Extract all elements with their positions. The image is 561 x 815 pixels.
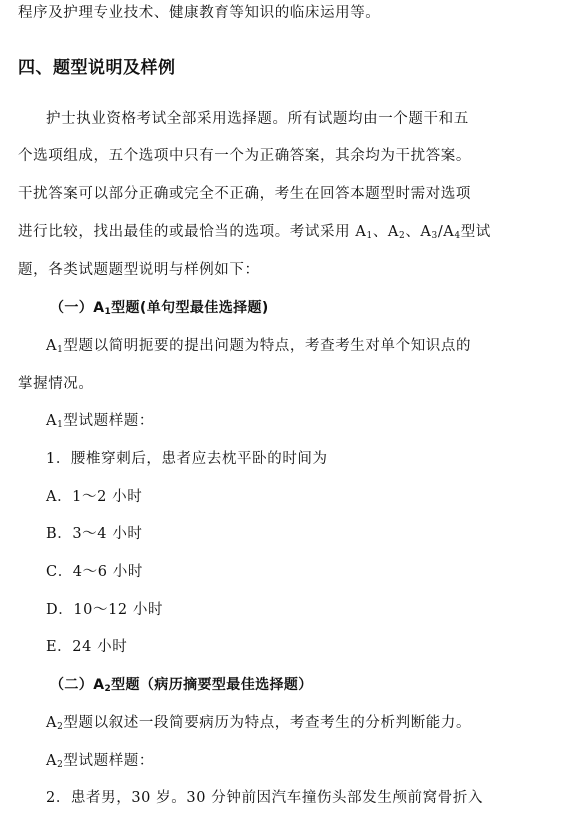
paragraph-line-4 [18, 222, 491, 246]
a2-sample-label [46, 751, 154, 775]
a2-heading-subscript: 2 [104, 684, 112, 694]
subscript-1: 1 [366, 231, 373, 241]
a2-heading [50, 675, 313, 699]
a1-sample-subscript: 1 [57, 420, 64, 430]
a1-heading-subscript: 1 [104, 307, 112, 317]
a1-heading-prefix: （一）A [50, 300, 105, 316]
a2-heading-prefix: （二）A [50, 677, 105, 693]
a2-desc-subscript: 2 [57, 722, 64, 732]
section-heading: 四、题型说明及样例 [18, 58, 176, 78]
separator-1: 、A [372, 224, 399, 240]
paragraph-line-5: 题，各类试题题型说明与样例如下： [18, 262, 260, 278]
a2-sample-suffix: 型试题样题： [63, 753, 155, 769]
a2-sample-subscript: 2 [57, 760, 64, 770]
a1-desc-prefix: A [46, 338, 58, 354]
intro-tail-text: 程序及护理专业技术、健康教育等知识的临床运用等。 [18, 5, 381, 21]
a1-option-d: D．10～12 小时 [46, 602, 164, 618]
a2-desc-prefix: A [46, 715, 58, 731]
a1-option-a: A．1～2 小时 [46, 489, 143, 505]
separator-3: /A [437, 224, 455, 240]
a2-description-line-1 [46, 713, 471, 737]
a1-heading [50, 298, 269, 322]
a1-sample-prefix: A [46, 413, 58, 429]
a1-question: 1．腰椎穿刺后，患者应去枕平卧的时间为 [46, 451, 328, 467]
a2-sample-prefix: A [46, 753, 58, 769]
a1-sample-suffix: 型试题样题： [63, 413, 155, 429]
a1-description-line-2: 掌握情况。 [18, 376, 94, 392]
paragraph-line-2: 个选项组成，五个选项中只有一个为正确答案，其余均为干扰答案。 [18, 148, 471, 164]
paragraph-line-3: 干扰答案可以部分正确或完全不正确，考生在回答本题型时需对选项 [18, 186, 471, 202]
a1-option-b: B．3～4 小时 [46, 526, 143, 542]
a1-description-line-1 [46, 336, 471, 360]
a1-sample-label [46, 411, 154, 435]
a2-heading-suffix: 型题（病历摘要型最佳选择题） [111, 677, 313, 693]
a2-desc-text: 型题以叙述一段简要病历为特点，考查考生的分析判断能力。 [63, 715, 472, 731]
a1-option-c: C．4～6 小时 [46, 564, 143, 580]
a1-option-e: E．24 小时 [46, 639, 128, 655]
paragraph-line-1: 护士执业资格考试全部采用选择题。所有试题均由一个题干和五 [46, 111, 469, 127]
separator-2: 、A [405, 224, 432, 240]
a2-question: 2．患者男，30 岁。30 分钟前因汽车撞伤头部发生颅前窝骨折入 [46, 790, 484, 806]
subscript-4: 4 [454, 231, 461, 241]
a1-desc-subscript: 1 [57, 345, 64, 355]
a1-desc-text: 型题以简明扼要的提出问题为特点，考查考生对单个知识点的 [63, 338, 472, 354]
paragraph-line-4-prefix: 进行比较，找出最佳的或最恰当的选项。考试采用 A [18, 224, 367, 240]
subscript-3: 3 [431, 231, 438, 241]
subscript-2: 2 [398, 231, 406, 241]
paragraph-line-4-suffix: 型试 [460, 224, 491, 240]
a1-heading-suffix: 型题(单句型最佳选择题) [111, 300, 269, 316]
